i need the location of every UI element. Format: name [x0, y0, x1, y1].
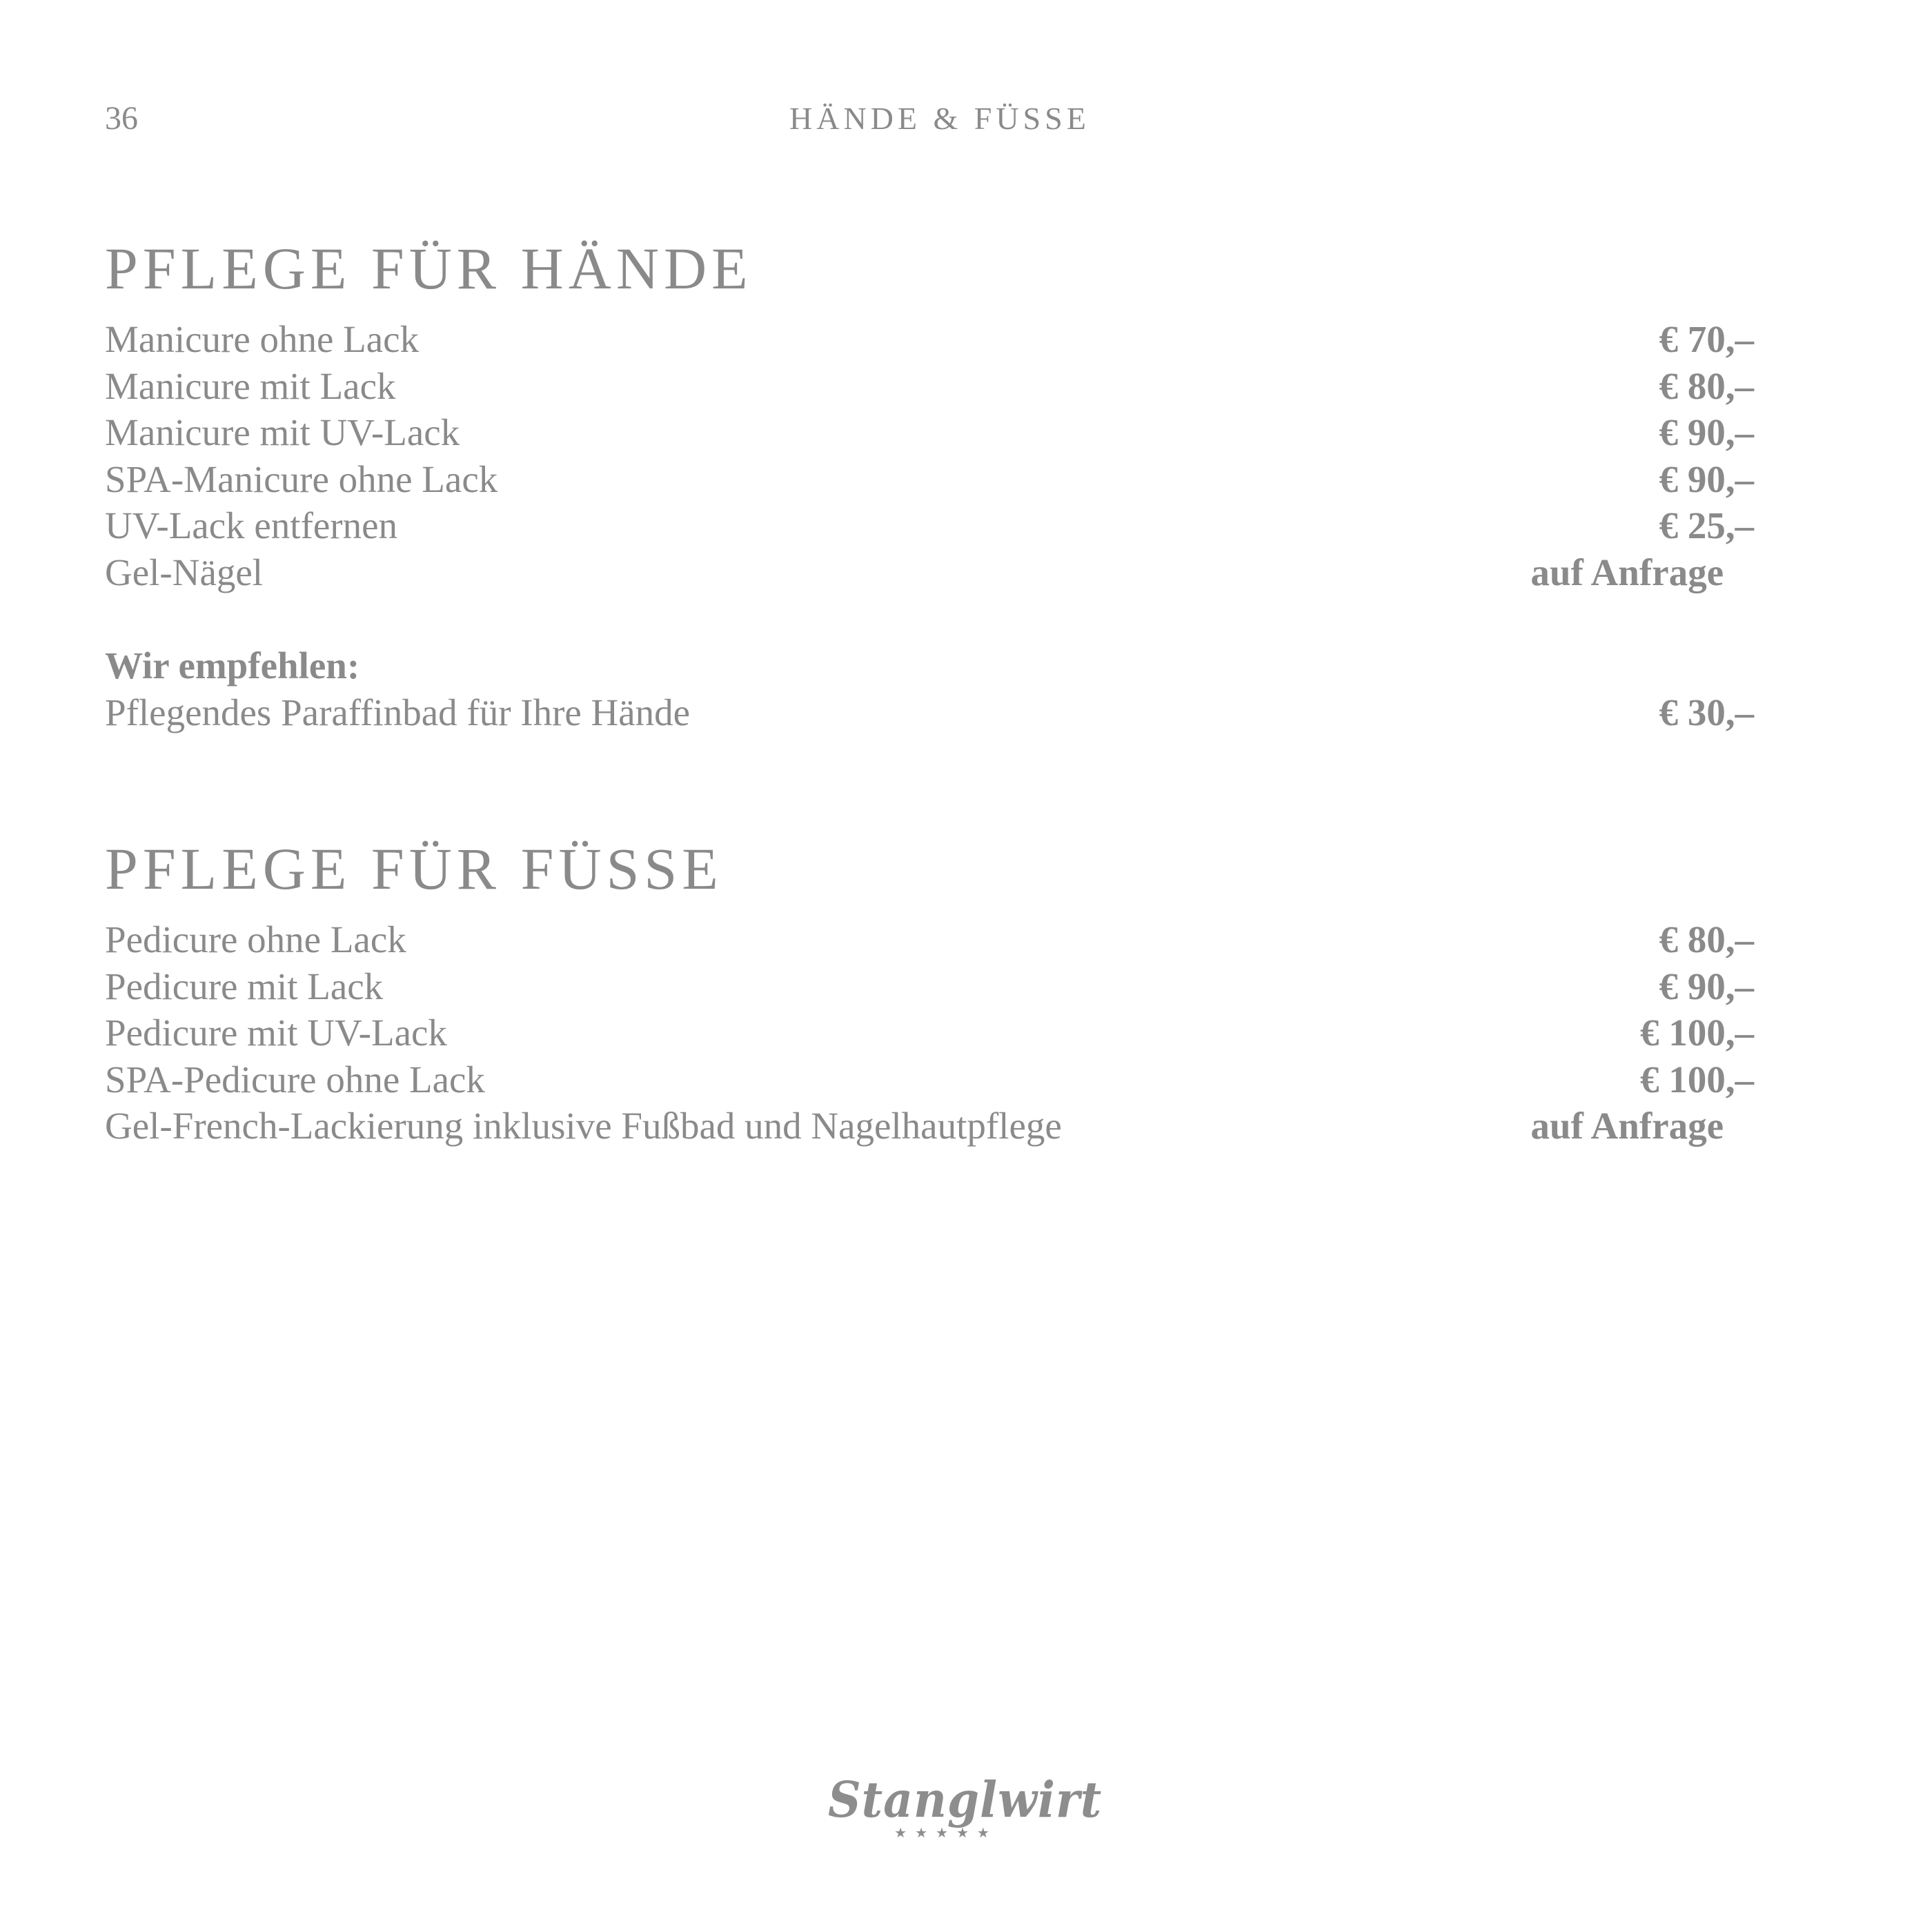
- service-price: € 90,–: [1659, 411, 1754, 453]
- service-price: € 80,–: [1659, 918, 1754, 960]
- service-label: Manicure ohne Lack: [105, 318, 420, 360]
- running-title: HÄNDE & FÜSSE: [789, 101, 1090, 136]
- service-price: € 70,–: [1659, 318, 1754, 360]
- price-row: [105, 456, 1754, 503]
- service-label: SPA-Pedicure ohne Lack: [105, 1058, 485, 1101]
- price-row: [105, 502, 1754, 549]
- section-title-feet: PFLEGE FÜR FÜSSE: [105, 836, 723, 902]
- section-feet: [105, 831, 1754, 1150]
- price-row: [105, 689, 1754, 736]
- price-row: [105, 916, 1754, 963]
- page-number: 36: [105, 100, 138, 137]
- service-label: UV-Lack entfernen: [105, 504, 398, 546]
- price-row: [105, 549, 1754, 596]
- price-list-feet: [105, 916, 1754, 1150]
- service-label: Pflegendes Paraffinbad für Ihre Hände: [105, 691, 691, 733]
- service-label: Pedicure mit Lack: [105, 965, 384, 1007]
- service-label: Gel-French-Lackierung inklusive Fußbad und Nagelhautpflege: [105, 1105, 1062, 1147]
- logo-wordmark: Stanglwirt: [828, 1770, 1103, 1829]
- service-price: auf Anfrage: [1530, 551, 1724, 593]
- price-row: [105, 363, 1754, 410]
- service-price: € 100,–: [1640, 1058, 1754, 1101]
- service-price: € 80,–: [1659, 364, 1754, 407]
- service-label: Manicure mit UV-Lack: [105, 411, 460, 453]
- recommendation-block: [105, 642, 1754, 736]
- service-label: Pedicure ohne Lack: [105, 918, 406, 960]
- service-label: Pedicure mit UV-Lack: [105, 1012, 447, 1054]
- price-row: [105, 1103, 1754, 1150]
- price-list-hands: [105, 316, 1754, 595]
- price-row: [105, 1056, 1754, 1103]
- logo-stars: ★★★★★: [894, 1824, 998, 1841]
- price-row: [105, 963, 1754, 1010]
- service-price: auf Anfrage: [1530, 1105, 1724, 1147]
- stanglwirt-logo: [828, 1770, 1103, 1842]
- service-price: € 25,–: [1659, 504, 1754, 546]
- service-label: Manicure mit Lack: [105, 364, 396, 407]
- price-row: [105, 409, 1754, 456]
- price-list-recommendation: [105, 689, 1754, 736]
- service-price: € 30,–: [1659, 691, 1754, 733]
- service-price: € 90,–: [1659, 965, 1754, 1007]
- recommendation-heading: Wir empfehlen:: [105, 644, 360, 687]
- price-row: [105, 1009, 1754, 1056]
- service-label: Gel-Nägel: [105, 551, 264, 593]
- price-row: [105, 316, 1754, 363]
- service-price: € 100,–: [1640, 1012, 1754, 1054]
- service-price: € 90,–: [1659, 457, 1754, 500]
- section-hands: [105, 230, 1754, 736]
- section-title-hands: PFLEGE FÜR HÄNDE: [105, 235, 753, 302]
- service-label: SPA-Manicure ohne Lack: [105, 457, 498, 500]
